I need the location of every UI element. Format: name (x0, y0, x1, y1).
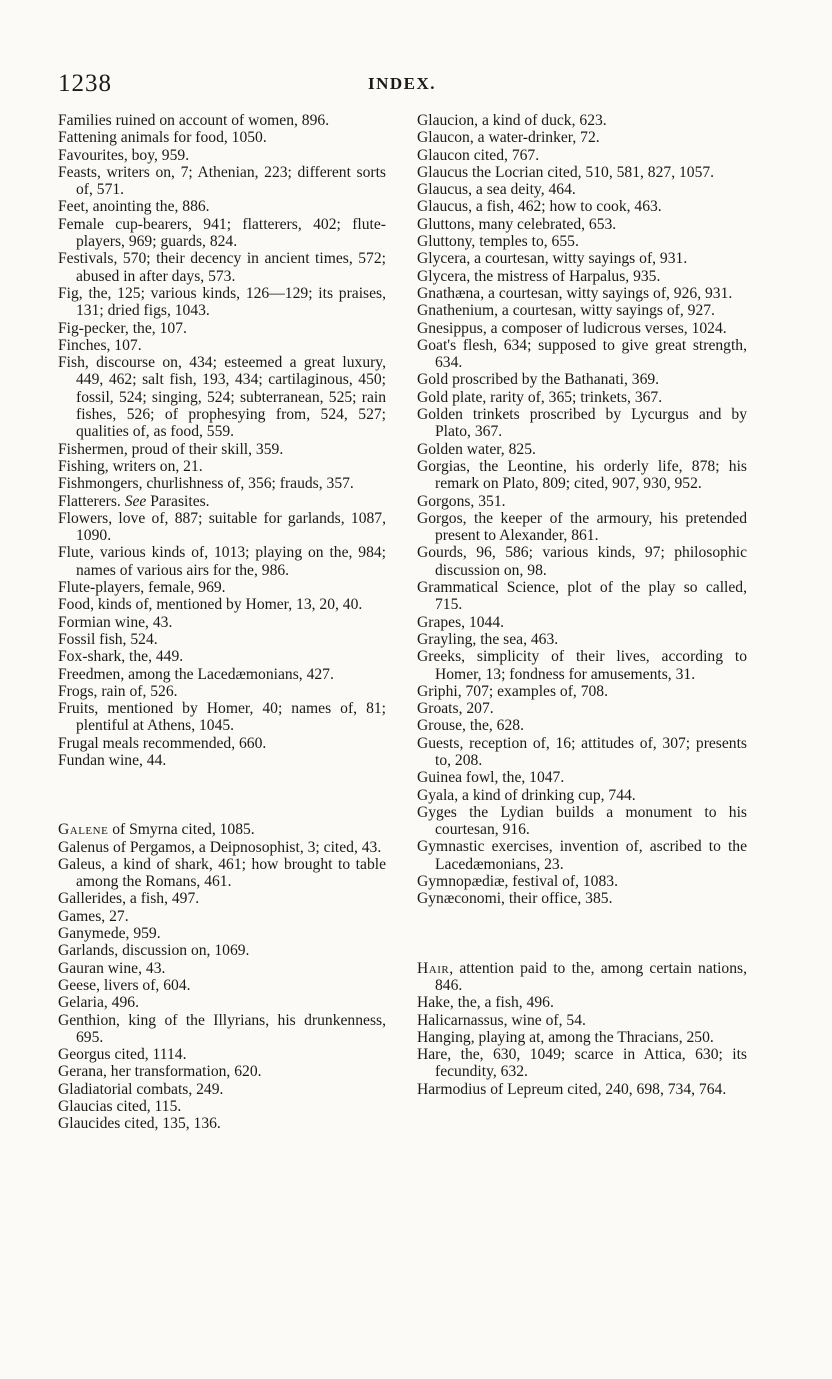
index-entry: Gnesippus, a composer of ludicrous verses, 1024. (417, 319, 727, 337)
index-entry: Feasts, writers on, 7; Athenian, 223; different sorts of, 571. (58, 163, 386, 199)
page-header (58, 70, 748, 100)
index-entry: Gnathenium, a courtesan, witty sayings of, 927. (417, 302, 715, 320)
index-entry: Harmodius of Lepreum cited, 240, 698, 734, 764. (417, 1080, 727, 1098)
index-entry: Gelaria, 496. (58, 994, 139, 1012)
index-entry: Fattening animals for food, 1050. (58, 129, 267, 147)
index-entry: Golden water, 825. (417, 440, 536, 458)
index-entry: Grayling, the sea, 463. (417, 630, 559, 648)
index-entry: Families ruined on account of women, 896. (58, 112, 330, 129)
index-entry-galene (58, 821, 386, 838)
index-entry: Fig-pecker, the, 107. (58, 319, 187, 337)
index-entry: Gallerides, a fish, 497. (58, 890, 200, 908)
index-entry: Glaucias cited, 115. (58, 1098, 182, 1116)
index-entry: Guests, reception of, 16; attitudes of, 307; presents to, 208. (417, 734, 747, 769)
index-entry: Gnathæna, a courtesan, witty sayings of, 926, 931. (417, 284, 733, 302)
index-entry: Garlands, discussion on, 1069. (58, 942, 250, 960)
index-entry: Grammatical Science, plot of the play so called, 715. (417, 579, 747, 614)
index-section-g-continued (417, 112, 747, 908)
index-entry: Festivals, 570; their decency in ancient times, 572; abused in after days, 573. (58, 250, 386, 285)
index-entry: Favourites, boy, 959. (58, 146, 190, 164)
index-entry: Hanging, playing at, among the Thracians, 250. (417, 1028, 714, 1046)
index-entry-hair (417, 960, 747, 995)
index-entry: Golden trinkets proscribed by Lycurgus and by Plato, 367. (417, 406, 747, 441)
index-entry: Fox-shark, the, 449. (58, 648, 184, 666)
entry-text: , attention paid to the, among certain nations, 846. (435, 959, 747, 994)
index-entry: Freedmen, among the Lacedæmonians, 427. (58, 665, 334, 683)
index-entry: Gluttony, temples to, 655. (417, 233, 579, 251)
index-entry: Fish, discourse on, 434; esteemed a great luxury, 449, 462; salt fish, 193, 434; cartilaginous, 450; fossil, 524; singing, 524; subterranean, 525; rain fishes, 526; of prophesying from, 524, 527; qualities of, as food, 559. (58, 354, 386, 441)
page-number: 1238 (58, 70, 112, 97)
index-entry: Gyges the Lydian builds a monument to his courtesan, 916. (417, 803, 747, 839)
index-entry: Groats, 207. (417, 700, 494, 718)
index-entry: Hare, the, 630, 1049; scarce in Attica, 630; its fecundity, 632. (417, 1046, 747, 1081)
index-entry: Gynæconomi, their office, 385. (417, 890, 613, 908)
index-entry: Fishmongers, churlishness of, 356; frauds, 357. (58, 475, 354, 493)
index-entry: Fundan wine, 44. (58, 751, 167, 769)
index-entry: Gold proscribed by the Bathanati, 369. (417, 371, 660, 389)
index-entry: Gold plate, rarity of, 365; trinkets, 367. (417, 388, 663, 406)
index-section-f (58, 112, 386, 769)
index-entry: Gyala, a kind of drinking cup, 744. (417, 786, 636, 804)
index-entry: Glaucion, a kind of duck, 623. (417, 112, 607, 129)
index-entry: Gymnopædiæ, festival of, 1083. (417, 873, 618, 891)
entry-heading: Flatterers. (58, 492, 121, 510)
index-entry: Fishermen, proud of their skill, 359. (58, 440, 284, 458)
index-entry: Glaucus, a fish, 462; how to cook, 463. (417, 198, 662, 216)
index-entry: Galenus of Pergamos, a Deipnosophist, 3; cited, 43. (58, 838, 382, 856)
index-entry: Frogs, rain of, 526. (58, 682, 178, 700)
index-entry: Georgus cited, 1114. (58, 1046, 187, 1064)
index-entry: Flowers, love of, 887; suitable for garlands, 1087, 1090. (58, 509, 386, 545)
index-entry: Griphi, 707; examples of, 708. (417, 682, 608, 700)
index-entry: Fig, the, 125; various kinds, 126—129; its praises, 131; dried figs, 1043. (58, 284, 386, 320)
index-entry: Gorgons, 351. (417, 492, 506, 510)
index-entry: Ganymede, 959. (58, 925, 161, 943)
index-entry: Glaucon, a water-drinker, 72. (417, 129, 600, 147)
index-entry: Grouse, the, 628. (417, 717, 524, 735)
index-entry: Gorgos, the keeper of the armoury, his pretended present to Alexander, 861. (417, 509, 747, 545)
index-entry: Galeus, a kind of shark, 461; how brought to table among the Romans, 461. (58, 855, 386, 891)
left-column (58, 112, 386, 1133)
index-entry: Female cup-bearers, 941; flatterers, 402; flute-players, 969; guards, 824. (58, 215, 386, 251)
index-entry: Genthion, king of the Illyrians, his drunkenness, 695. (58, 1011, 386, 1046)
index-entry: Fruits, mentioned by Homer, 40; names of, 81; plentiful at Athens, 1045. (58, 700, 386, 735)
entry-text: of Smyrna cited, 1085. (112, 821, 255, 839)
index-section-h (417, 960, 747, 1098)
index-entry: Glaucides cited, 135, 136. (58, 1115, 221, 1133)
index-entry: Halicarnassus, wine of, 54. (417, 1011, 586, 1029)
index-entry: Glaucus the Locrian cited, 510, 581, 827, 1057. (417, 163, 715, 181)
index-entry: Guinea fowl, the, 1047. (417, 769, 565, 787)
section-gap (417, 908, 747, 960)
index-section-g (58, 821, 386, 1132)
index-entry: Greeks, simplicity of their lives, according to Homer, 13; fondness for amusements, 31. (417, 648, 747, 683)
index-entry: Flute-players, female, 969. (58, 579, 226, 597)
index-entry: Food, kinds of, mentioned by Homer, 13, 20, 40. (58, 596, 363, 614)
index-entry: Geese, livers of, 604. (58, 976, 191, 994)
index-entry: Gerana, her transformation, 620. (58, 1063, 262, 1081)
index-entry: Grapes, 1044. (417, 613, 505, 631)
index-entry: Fishing, writers on, 21. (58, 457, 203, 475)
running-head: INDEX. (368, 74, 437, 93)
index-entry: Hake, the, a fish, 496. (417, 994, 554, 1012)
cross-reference: Parasites. (150, 492, 210, 510)
index-entry: Goat's flesh, 634; supposed to give great strength, 634. (417, 336, 747, 372)
index-entry: Finches, 107. (58, 336, 142, 354)
see-reference: See (124, 492, 147, 510)
index-entry: Frugal meals recommended, 660. (58, 734, 267, 752)
index-entry: Gauran wine, 43. (58, 959, 166, 977)
index-entry: Gluttons, many celebrated, 653. (417, 215, 617, 233)
section-gap (58, 769, 386, 821)
index-entry: Glycera, a courtesan, witty sayings of, 931. (417, 250, 688, 268)
index-entry: Feet, anointing the, 886. (58, 198, 210, 216)
index-entry: Gourds, 96, 586; various kinds, 97; philosophic discussion on, 98. (417, 544, 747, 579)
index-entry: Gladiatorial combats, 249. (58, 1080, 224, 1098)
index-entry: Fossil fish, 524. (58, 630, 158, 648)
index-entry: Formian wine, 43. (58, 613, 173, 631)
right-column (417, 112, 747, 1098)
index-entry: Gorgias, the Leontine, his orderly life, 878; his remark on Plato, 809; cited, 907, 930, 952. (417, 457, 747, 493)
index-entry: Gymnastic exercises, invention of, ascribed to the Lacedæmonians, 23. (417, 838, 747, 873)
index-entry: Glycera, the mistress of Harpalus, 935. (417, 267, 661, 285)
index-entry: Flute, various kinds of, 1013; playing on the, 984; names of various airs for the, 986. (58, 544, 386, 579)
section-initial-heading: Galene (58, 821, 109, 839)
index-entry: Glaucon cited, 767. (417, 146, 540, 164)
section-initial-heading: Hair (417, 959, 450, 977)
index-entry: Games, 27. (58, 907, 129, 925)
index-entry-flatterers (58, 493, 386, 510)
index-entry: Glaucus, a sea deity, 464. (417, 181, 576, 199)
